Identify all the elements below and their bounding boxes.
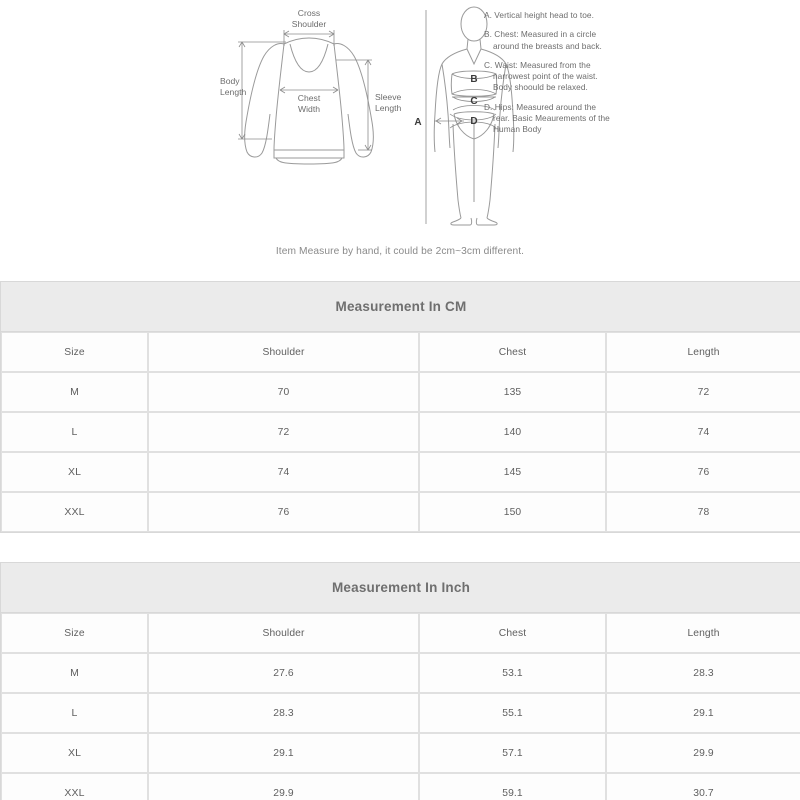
- cell-shoulder: 76: [148, 492, 419, 532]
- cell-chest: 145: [419, 452, 606, 492]
- cell-size: M: [1, 372, 148, 412]
- cell-length: 78: [606, 492, 800, 532]
- garment-diagram: [212, 2, 412, 187]
- cell-shoulder: 72: [148, 412, 419, 452]
- table-header-row: [1, 613, 800, 653]
- table-header-row: [1, 332, 800, 372]
- label-chest-width-line1: Chest: [297, 93, 321, 103]
- table-row: [1, 412, 800, 452]
- cell-chest: 55.1: [419, 693, 606, 733]
- cell-size: XL: [1, 452, 148, 492]
- table-row: [1, 452, 800, 492]
- measurement-descriptions: [484, 10, 614, 144]
- column-header-size: Size: [1, 613, 148, 653]
- cell-length: 30.7: [606, 773, 800, 800]
- cell-length: 76: [606, 452, 800, 492]
- description-d: D. Hips: Measured around the rear. Basic Meaurements of the Human Body: [484, 101, 610, 135]
- body-marker-c: C: [470, 96, 478, 107]
- column-header-size: Size: [1, 332, 148, 372]
- table-row: [1, 773, 800, 800]
- cell-size: L: [1, 693, 148, 733]
- column-header-length: Length: [606, 332, 800, 372]
- cell-shoulder: 28.3: [148, 693, 419, 733]
- table-row: [1, 693, 800, 733]
- cell-length: 74: [606, 412, 800, 452]
- label-sleeve-length-line1: Sleeve: [375, 92, 402, 102]
- cell-size: M: [1, 653, 148, 693]
- table-title-inch: Measurement In Inch: [0, 562, 800, 612]
- cell-chest: 150: [419, 492, 606, 532]
- cell-chest: 140: [419, 412, 606, 452]
- label-chest-width-line2: Width: [298, 104, 320, 114]
- cell-size: XL: [1, 733, 148, 773]
- cell-chest: 135: [419, 372, 606, 412]
- size-tables: [0, 281, 800, 800]
- cell-shoulder: 29.1: [148, 733, 419, 773]
- column-header-chest: Chest: [419, 613, 606, 653]
- column-header-shoulder: Shoulder: [148, 332, 419, 372]
- description-a: A. Vertical height head to toe.: [484, 10, 594, 20]
- cell-length: 72: [606, 372, 800, 412]
- cell-length: 28.3: [606, 653, 800, 693]
- table-row: [1, 733, 800, 773]
- cell-chest: 59.1: [419, 773, 606, 800]
- table-title-cm: Measurement In CM: [0, 281, 800, 331]
- cell-chest: 57.1: [419, 733, 606, 773]
- column-header-length: Length: [606, 613, 800, 653]
- table-row: [1, 653, 800, 693]
- label-cross-shoulder-line1: Cross: [297, 8, 321, 18]
- cell-size: L: [1, 412, 148, 452]
- label-cross-shoulder-line2: Shoulder: [291, 19, 327, 29]
- cell-shoulder: 70: [148, 372, 419, 412]
- body-marker-d: D: [470, 116, 478, 127]
- table-row: [1, 372, 800, 412]
- illustration-area: [0, 0, 800, 257]
- description-b: B. Chest: Measured in a circle around the breasts and back.: [484, 29, 602, 51]
- cell-shoulder: 74: [148, 452, 419, 492]
- column-header-shoulder: Shoulder: [148, 613, 419, 653]
- cell-shoulder: 27.6: [148, 653, 419, 693]
- cell-shoulder: 29.9: [148, 773, 419, 800]
- body-marker-a: A: [414, 117, 422, 128]
- cell-size: XXL: [1, 492, 148, 532]
- description-c: C. Waist: Measured from the narrowest point of the waist. Body shoould be relaxed.: [484, 59, 598, 93]
- cell-chest: 53.1: [419, 653, 606, 693]
- measurement-note: Item Measure by hand, it could be 2cm~3cm different.: [275, 246, 525, 257]
- column-header-chest: Chest: [419, 332, 606, 372]
- label-body-length-line2: Length: [220, 87, 247, 97]
- label-sleeve-length-line2: Length: [375, 103, 402, 113]
- body-marker-b: B: [470, 74, 478, 85]
- cell-length: 29.1: [606, 693, 800, 733]
- label-body-length-line1: Body: [220, 76, 240, 86]
- size-table-inch: [0, 562, 800, 800]
- size-table-cm: [0, 281, 800, 533]
- cell-size: XXL: [1, 773, 148, 800]
- cell-length: 29.9: [606, 733, 800, 773]
- table-row: [1, 492, 800, 532]
